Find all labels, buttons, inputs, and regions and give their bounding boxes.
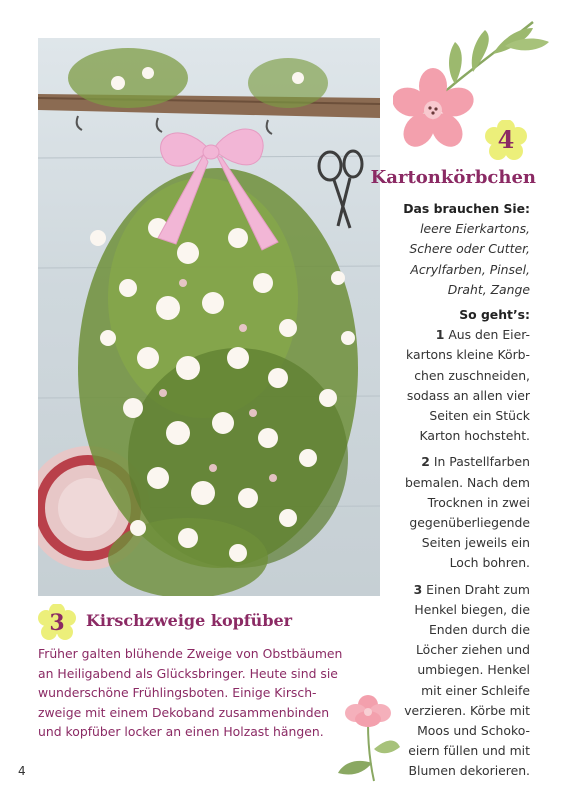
blossom-photo [38,38,380,596]
step-number: 1 [435,327,445,343]
step-line: eiern füllen und mit [408,743,530,759]
section-4-title: Kartonkörbchen [370,167,536,188]
step-line: In Pastellfarben [433,454,530,470]
flower-sprig-icon [334,693,404,785]
text-line: und kopfüber locker an einen Holzast hängen. [38,724,324,739]
section-3-text [38,644,368,742]
step-line: Moos und Schoko- [417,723,530,739]
step-line: sodass an allen vier [406,387,530,403]
materials-line: Acrylfarben, Pinsel, [410,261,530,277]
steps-heading: So geht’s: [459,307,530,322]
badge-section-4 [484,120,528,160]
section-3-title: Kirschzweige kopfüber [86,611,293,630]
page-number: 4 [18,764,26,778]
materials-line: Schere oder Cutter, [409,241,530,257]
text-line: an Heiligabend als Glücksbringer. Heute sind sie [38,665,338,681]
step-line: Loch bohren. [449,555,530,571]
step-line: Karton hochsteht. [419,428,530,444]
step-line: Seiten ein Stück [429,408,530,424]
materials-line: leere Eierkartons, [420,221,530,237]
badge-number: 4 [497,125,515,154]
step-line: Trocknen in zwei [427,494,530,510]
step-2 [370,452,530,573]
text-line: Früher galten blühende Zweige von Obstbäumen [38,646,343,661]
step-line: bemalen. Nach dem [405,474,530,490]
step-line: Löcher ziehen und [416,642,530,658]
step-number: 2 [421,454,430,470]
blossom-photo-art [38,38,380,596]
step-number: 3 [413,581,423,597]
materials-block [370,199,530,300]
step-line: Enden durch die [428,622,530,638]
materials-line: Draht, Zange [447,281,530,297]
badge-number: 3 [49,610,65,636]
text-line: wunderschöne Frühlingsboten. Einige Kirsch- [38,685,317,700]
step-line: Aus den Eier- [448,327,530,343]
step-line: chen zuschneiden, [414,367,530,383]
step-1 [370,325,530,446]
flower-branch-icon [393,12,553,162]
step-line: Seiten jeweils ein [421,535,530,551]
materials-heading: Das brauchen Sie: [403,201,530,216]
step-line: Henkel biegen, die [414,601,530,617]
badge-section-3 [38,604,76,642]
step-line: verzieren. Körbe mit [404,702,530,718]
step-line: kartons kleine Körb- [406,347,530,363]
step-line: umbiegen. Henkel [417,662,530,678]
step-line: Blumen dekorieren. [408,763,530,779]
step-line: mit einer Schleife [421,682,530,698]
step-line: Einen Draht zum [426,581,530,597]
step-line: gegenüberliegende [409,515,530,531]
text-line: zweige mit einem Dekoband zusammenbinden [38,704,330,720]
